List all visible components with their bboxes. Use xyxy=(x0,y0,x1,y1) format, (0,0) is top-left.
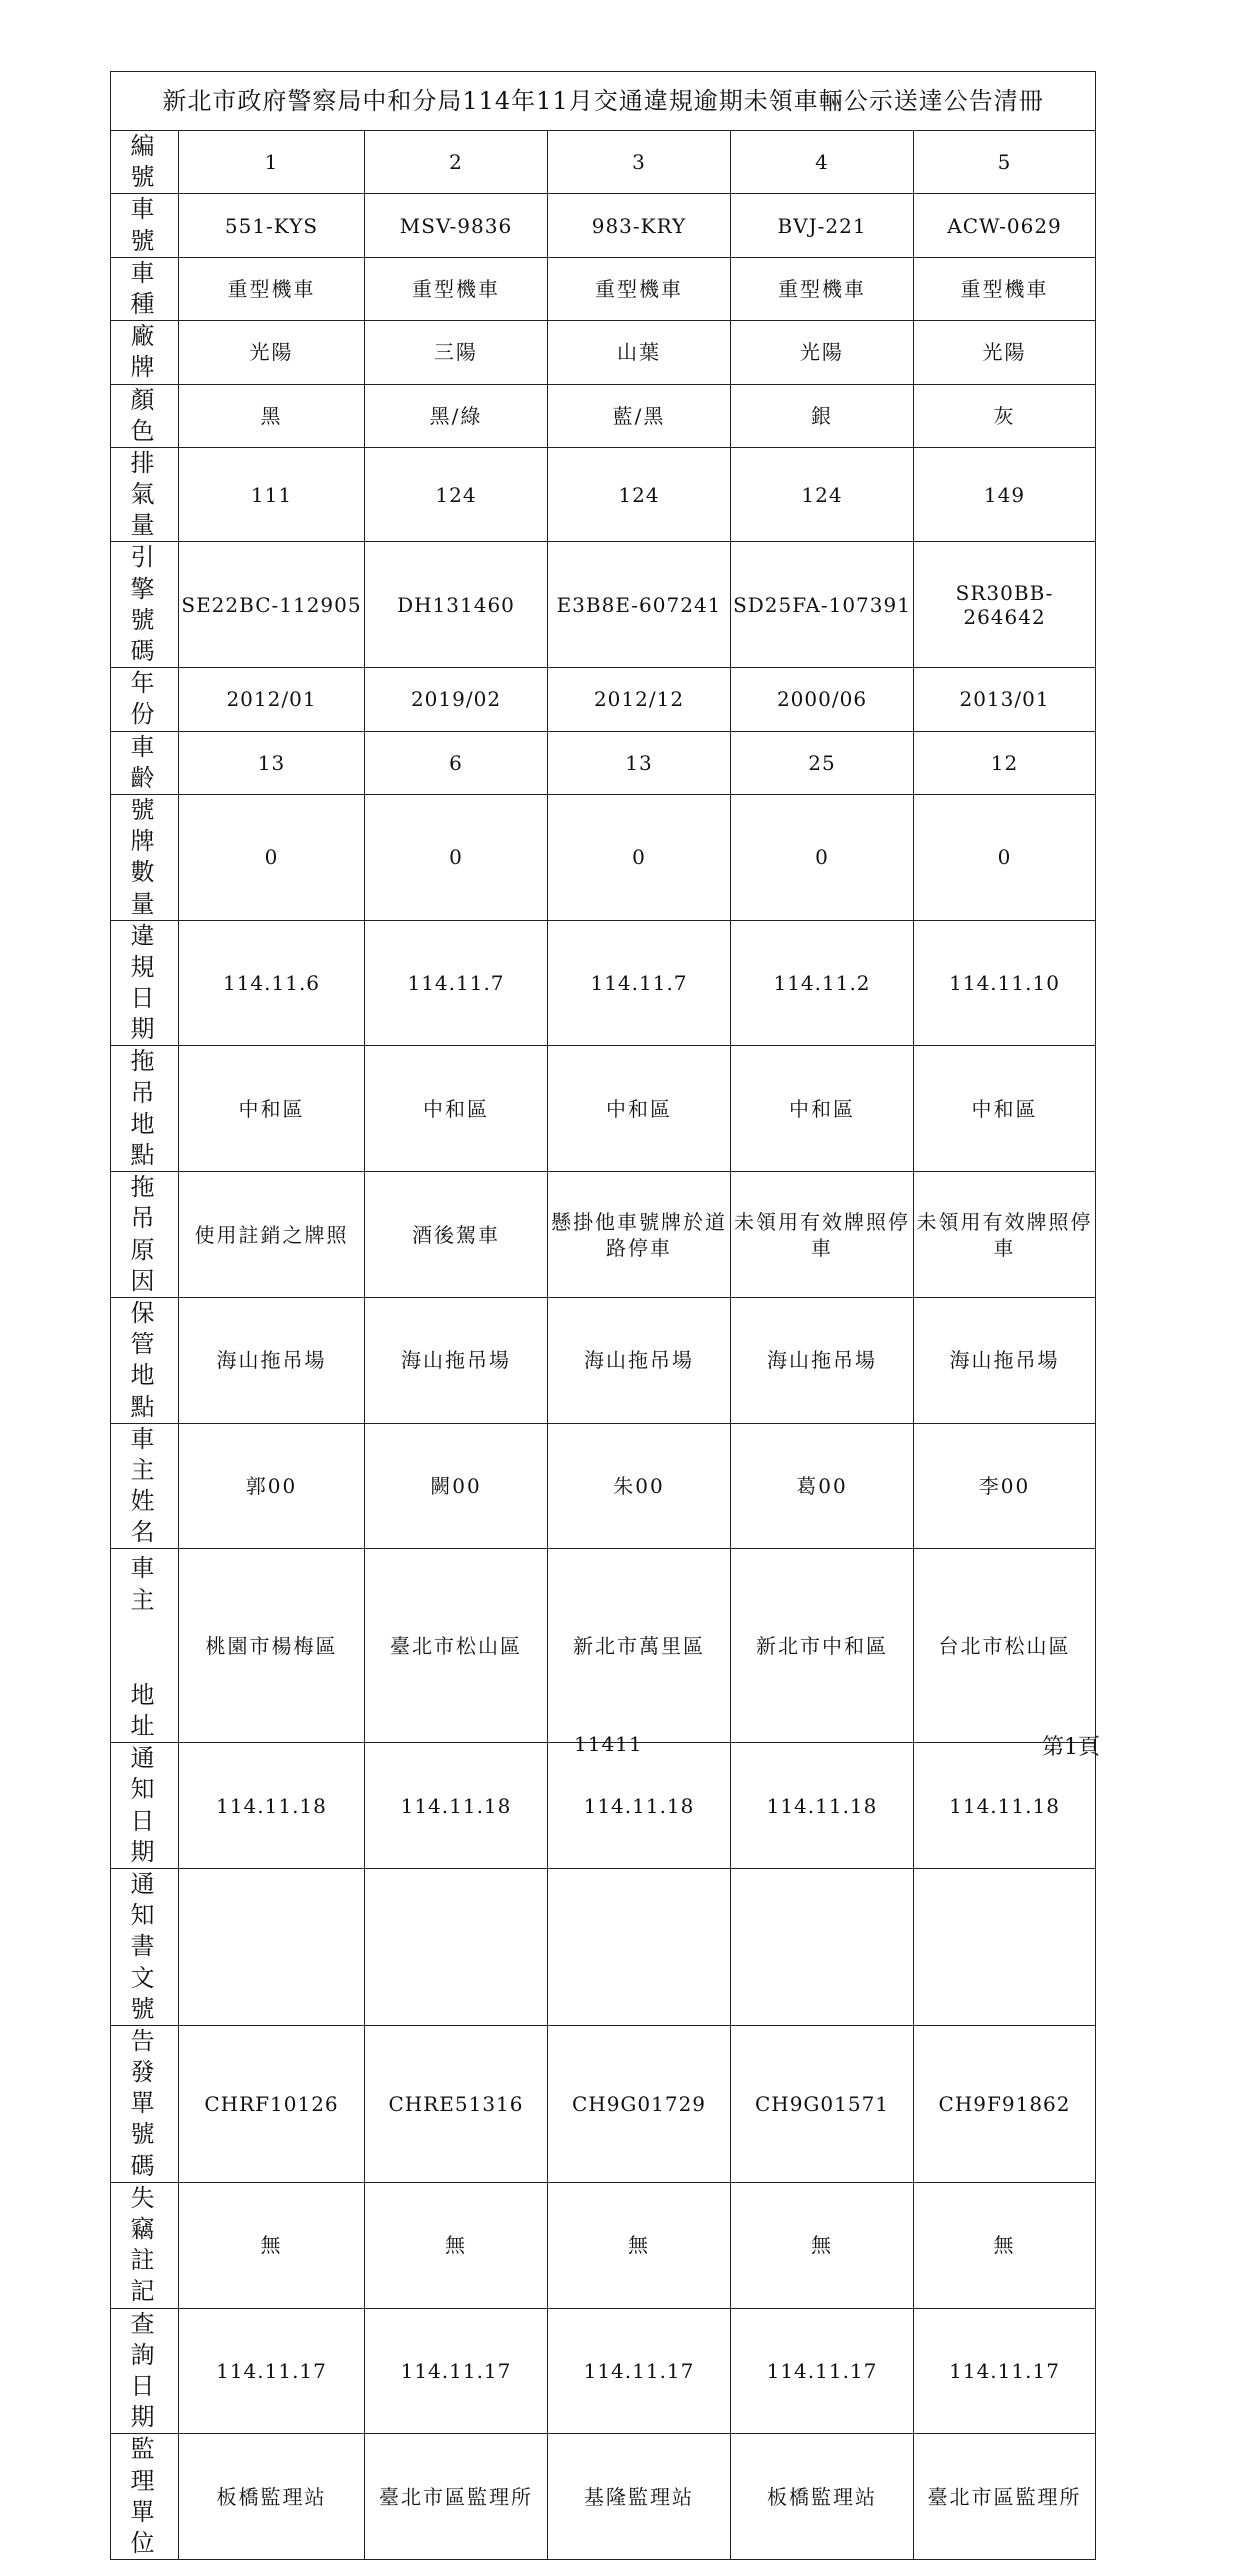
cell-noticedate-2: 114.11.18 xyxy=(365,1743,548,1869)
cell-type-4: 重型機車 xyxy=(731,257,914,320)
cell-storeloc-5: 海山拖吊場 xyxy=(914,1297,1096,1423)
row-age xyxy=(111,731,1096,794)
cell-no-2: 2 xyxy=(365,131,548,194)
label-platecount: 號牌數量 xyxy=(111,794,179,920)
cell-no-3: 3 xyxy=(548,131,731,194)
cell-owneraddr-5: 台北市松山區 xyxy=(914,1549,1096,1743)
row-owneraddr xyxy=(111,1549,1096,1743)
cell-color-5: 灰 xyxy=(914,384,1096,447)
cell-ticketno-5: CH9F91862 xyxy=(914,2025,1096,2182)
cell-brand-1: 光陽 xyxy=(179,321,365,384)
cell-storeloc-3: 海山拖吊場 xyxy=(548,1297,731,1423)
cell-authority-2: 臺北市區監理所 xyxy=(365,2434,548,2560)
cell-age-3: 13 xyxy=(548,731,731,794)
cell-age-5: 12 xyxy=(914,731,1096,794)
cell-storeloc-2: 海山拖吊場 xyxy=(365,1297,548,1423)
cell-age-2: 6 xyxy=(365,731,548,794)
cell-towloc-5: 中和區 xyxy=(914,1046,1096,1172)
cell-plate-2: MSV-9836 xyxy=(365,194,548,257)
cell-towreason-3: 懸掛他車號牌於道路停車 xyxy=(548,1172,731,1298)
cell-cc-4: 124 xyxy=(731,447,914,542)
cell-storeloc-4: 海山拖吊場 xyxy=(731,1297,914,1423)
cell-year-5: 2013/01 xyxy=(914,668,1096,731)
row-no xyxy=(111,131,1096,194)
label-cc: 排氣量 xyxy=(111,447,179,542)
row-authority xyxy=(111,2434,1096,2560)
label-year: 年份 xyxy=(111,668,179,731)
cell-towreason-5: 未領用有效牌照停車 xyxy=(914,1172,1096,1298)
row-noticeno xyxy=(111,1868,1096,2025)
cell-engine-4: SD25FA-107391 xyxy=(731,542,914,668)
cell-platecount-2: 0 xyxy=(365,794,548,920)
label-ownername: 車主姓名 xyxy=(111,1423,179,1549)
row-year xyxy=(111,668,1096,731)
label-color: 顏色 xyxy=(111,384,179,447)
cell-owneraddr-2: 臺北市松山區 xyxy=(365,1549,548,1743)
cell-ticketno-3: CH9G01729 xyxy=(548,2025,731,2182)
cell-noticedate-4: 114.11.18 xyxy=(731,1743,914,1869)
label-storeloc: 保管地點 xyxy=(111,1297,179,1423)
row-cc xyxy=(111,447,1096,542)
label-noticedate: 通知日期 xyxy=(111,1743,179,1869)
cell-querydate-2: 114.11.17 xyxy=(365,2308,548,2434)
cell-theft-3: 無 xyxy=(548,2182,731,2308)
cell-violdate-4: 114.11.2 xyxy=(731,920,914,1046)
cell-theft-5: 無 xyxy=(914,2182,1096,2308)
cell-owneraddr-1: 桃園市楊梅區 xyxy=(179,1549,365,1743)
cell-brand-2: 三陽 xyxy=(365,321,548,384)
cell-violdate-3: 114.11.7 xyxy=(548,920,731,1046)
cell-platecount-1: 0 xyxy=(179,794,365,920)
cell-age-4: 25 xyxy=(731,731,914,794)
row-plate xyxy=(111,194,1096,257)
cell-cc-2: 124 xyxy=(365,447,548,542)
cell-querydate-4: 114.11.17 xyxy=(731,2308,914,2434)
cell-color-1: 黑 xyxy=(179,384,365,447)
row-ownername xyxy=(111,1423,1096,1549)
label-owner-address-bottom: 地址 xyxy=(130,1680,159,1740)
row-ticketno xyxy=(111,2025,1096,2182)
label-plate: 車號 xyxy=(111,194,179,257)
register-table xyxy=(110,71,1096,2560)
row-color xyxy=(111,384,1096,447)
cell-owneraddr-4: 新北市中和區 xyxy=(731,1549,914,1743)
cell-year-1: 2012/01 xyxy=(179,668,365,731)
cell-towreason-4: 未領用有效牌照停車 xyxy=(731,1172,914,1298)
cell-brand-5: 光陽 xyxy=(914,321,1096,384)
cell-ownername-3: 朱00 xyxy=(548,1423,731,1549)
cell-engine-5: SR30BB-264642 xyxy=(914,542,1096,668)
cell-year-3: 2012/12 xyxy=(548,668,731,731)
row-violdate xyxy=(111,920,1096,1046)
cell-brand-3: 山葉 xyxy=(548,321,731,384)
label-authority: 監理單位 xyxy=(111,2434,179,2560)
title-row xyxy=(111,72,1096,131)
cell-violdate-5: 114.11.10 xyxy=(914,920,1096,1046)
cell-engine-3: E3B8E-607241 xyxy=(548,542,731,668)
cell-no-4: 4 xyxy=(731,131,914,194)
cell-authority-4: 板橋監理站 xyxy=(731,2434,914,2560)
row-towreason xyxy=(111,1172,1096,1298)
label-noticeno: 通知書文號 xyxy=(111,1868,179,2025)
label-ticketno: 告發單號碼 xyxy=(111,2025,179,2182)
row-engine xyxy=(111,542,1096,668)
cell-querydate-1: 114.11.17 xyxy=(179,2308,365,2434)
cell-noticeno-5 xyxy=(914,1868,1096,2025)
cell-cc-1: 111 xyxy=(179,447,365,542)
row-type xyxy=(111,257,1096,320)
cell-ownername-4: 葛00 xyxy=(731,1423,914,1549)
cell-ownername-5: 李00 xyxy=(914,1423,1096,1549)
row-querydate xyxy=(111,2308,1096,2434)
cell-ownername-1: 郭00 xyxy=(179,1423,365,1549)
label-no: 編號 xyxy=(111,131,179,194)
cell-noticeno-4 xyxy=(731,1868,914,2025)
label-theft: 失竊註記 xyxy=(111,2182,179,2308)
row-brand xyxy=(111,321,1096,384)
label-querydate: 查詢日期 xyxy=(111,2308,179,2434)
cell-plate-4: BVJ-221 xyxy=(731,194,914,257)
cell-authority-5: 臺北市區監理所 xyxy=(914,2434,1096,2560)
cell-plate-3: 983-KRY xyxy=(548,194,731,257)
cell-platecount-4: 0 xyxy=(731,794,914,920)
row-towloc xyxy=(111,1046,1096,1172)
cell-owneraddr-3: 新北市萬里區 xyxy=(548,1549,731,1743)
cell-towloc-2: 中和區 xyxy=(365,1046,548,1172)
cell-querydate-5: 114.11.17 xyxy=(914,2308,1096,2434)
cell-plate-1: 551-KYS xyxy=(179,194,365,257)
cell-engine-2: DH131460 xyxy=(365,542,548,668)
cell-noticedate-5: 114.11.18 xyxy=(914,1743,1096,1869)
cell-color-3: 藍/黑 xyxy=(548,384,731,447)
cell-no-1: 1 xyxy=(179,131,365,194)
label-towloc: 拖吊地點 xyxy=(111,1046,179,1172)
cell-no-5: 5 xyxy=(914,131,1096,194)
label-violdate: 違規日期 xyxy=(111,920,179,1046)
label-engine: 引擎號碼 xyxy=(111,542,179,668)
cell-engine-1: SE22BC-112905 xyxy=(179,542,365,668)
cell-towreason-2: 酒後駕車 xyxy=(365,1172,548,1298)
cell-cc-3: 124 xyxy=(548,447,731,542)
cell-platecount-3: 0 xyxy=(548,794,731,920)
cell-plate-5: ACW-0629 xyxy=(914,194,1096,257)
cell-color-4: 銀 xyxy=(731,384,914,447)
label-brand: 廠牌 xyxy=(111,321,179,384)
cell-authority-3: 基隆監理站 xyxy=(548,2434,731,2560)
cell-noticedate-1: 114.11.18 xyxy=(179,1743,365,1869)
row-platecount xyxy=(111,794,1096,920)
cell-brand-4: 光陽 xyxy=(731,321,914,384)
cell-violdate-2: 114.11.7 xyxy=(365,920,548,1046)
cell-querydate-3: 114.11.17 xyxy=(548,2308,731,2434)
label-owner-address-top: 車主 xyxy=(130,1554,159,1614)
row-storeloc xyxy=(111,1297,1096,1423)
cell-theft-2: 無 xyxy=(365,2182,548,2308)
cell-towreason-1: 使用註銷之牌照 xyxy=(179,1172,365,1298)
cell-towloc-4: 中和區 xyxy=(731,1046,914,1172)
cell-noticeno-2 xyxy=(365,1868,548,2025)
register-sheet xyxy=(110,71,1095,2560)
label-type: 車種 xyxy=(111,257,179,320)
cell-age-1: 13 xyxy=(179,731,365,794)
cell-type-3: 重型機車 xyxy=(548,257,731,320)
cell-year-2: 2019/02 xyxy=(365,668,548,731)
cell-cc-5: 149 xyxy=(914,447,1096,542)
cell-year-4: 2000/06 xyxy=(731,668,914,731)
label-owneraddr xyxy=(111,1549,179,1743)
cell-type-1: 重型機車 xyxy=(179,257,365,320)
cell-noticeno-3 xyxy=(548,1868,731,2025)
row-noticedate xyxy=(111,1743,1096,1869)
label-towreason: 拖吊原因 xyxy=(111,1172,179,1298)
cell-color-2: 黑/綠 xyxy=(365,384,548,447)
cell-towloc-3: 中和區 xyxy=(548,1046,731,1172)
cell-theft-1: 無 xyxy=(179,2182,365,2308)
cell-ownername-2: 闕00 xyxy=(365,1423,548,1549)
cell-ticketno-2: CHRE51316 xyxy=(365,2025,548,2182)
cell-theft-4: 無 xyxy=(731,2182,914,2308)
cell-noticeno-1 xyxy=(179,1868,365,2025)
cell-platecount-5: 0 xyxy=(914,794,1096,920)
cell-type-2: 重型機車 xyxy=(365,257,548,320)
page-number: 第1頁 xyxy=(1042,1735,1100,1760)
row-theft xyxy=(111,2182,1096,2308)
page-title: 新北市政府警察局中和分局114年11月交通違規逾期未領車輛公示送達公告清冊 xyxy=(111,72,1096,131)
cell-authority-1: 板橋監理站 xyxy=(179,2434,365,2560)
cell-storeloc-1: 海山拖吊場 xyxy=(179,1297,365,1423)
label-age: 車齡 xyxy=(111,731,179,794)
cell-ticketno-1: CHRF10126 xyxy=(179,2025,365,2182)
cell-ticketno-4: CH9G01571 xyxy=(731,2025,914,2182)
cell-violdate-1: 114.11.6 xyxy=(179,920,365,1046)
cell-type-5: 重型機車 xyxy=(914,257,1096,320)
cell-towloc-1: 中和區 xyxy=(179,1046,365,1172)
cell-noticedate-3: 114.11.18 xyxy=(548,1743,731,1869)
document-code: 11411 xyxy=(574,1732,643,1756)
